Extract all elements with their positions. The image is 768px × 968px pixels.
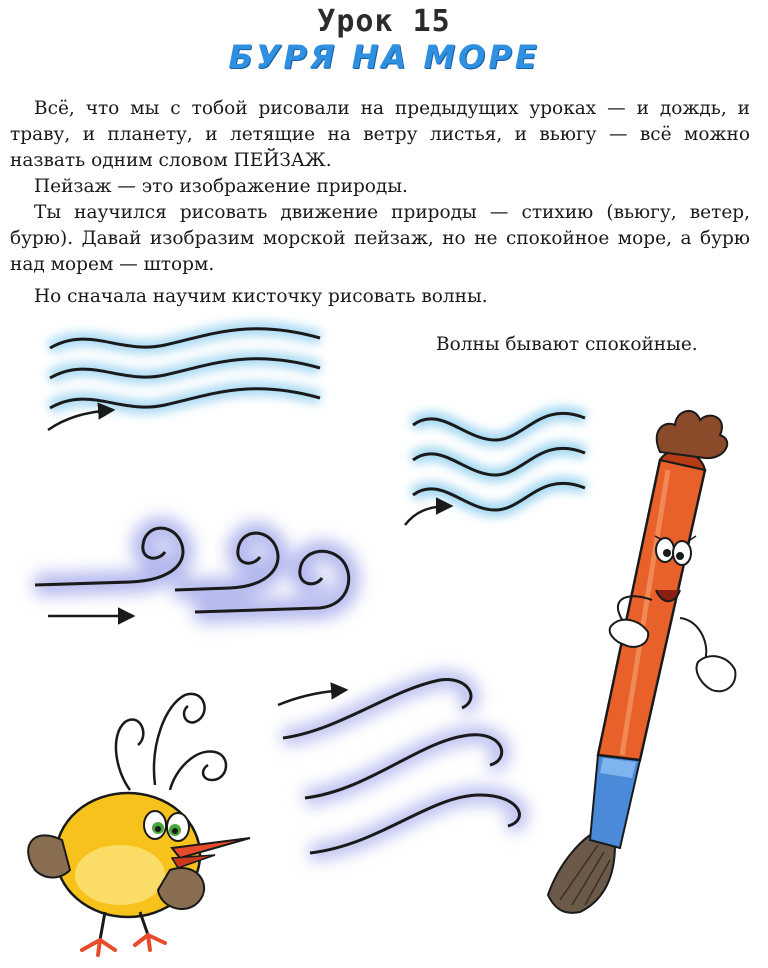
- swirl-waves: [35, 528, 349, 616]
- wind-waves: [278, 680, 519, 853]
- lesson-number: Урок 15: [317, 4, 451, 39]
- waves-caption: Волны бывают спокойные.: [436, 334, 698, 355]
- paragraph-1-text: Всё, что мы с тобой рисовали на предыдущих уроках — и дождь, и траву, и планету, и летящие на ветру листья, и вьюгу — всё можно назвать одним словом ПЕЙЗАЖ.: [10, 98, 750, 171]
- paragraph-4-text: Но сначала научим кисточку рисовать волны.: [34, 286, 488, 307]
- page-title: БУРЯ НА МОРЕ: [228, 38, 540, 76]
- paragraph-2-text: Пейзаж — это изображение природы.: [34, 176, 408, 197]
- calm-waves-left: [48, 329, 320, 430]
- paragraph-3-text: Ты научился рисовать движение природы — стихию (вьюгу, ветер, бурю). Давай изобразим морской пейзаж, но не спокойное море, а бурю над морем — шторм.: [10, 202, 750, 275]
- bird-character: [28, 694, 250, 955]
- calm-waves-right: [405, 413, 585, 525]
